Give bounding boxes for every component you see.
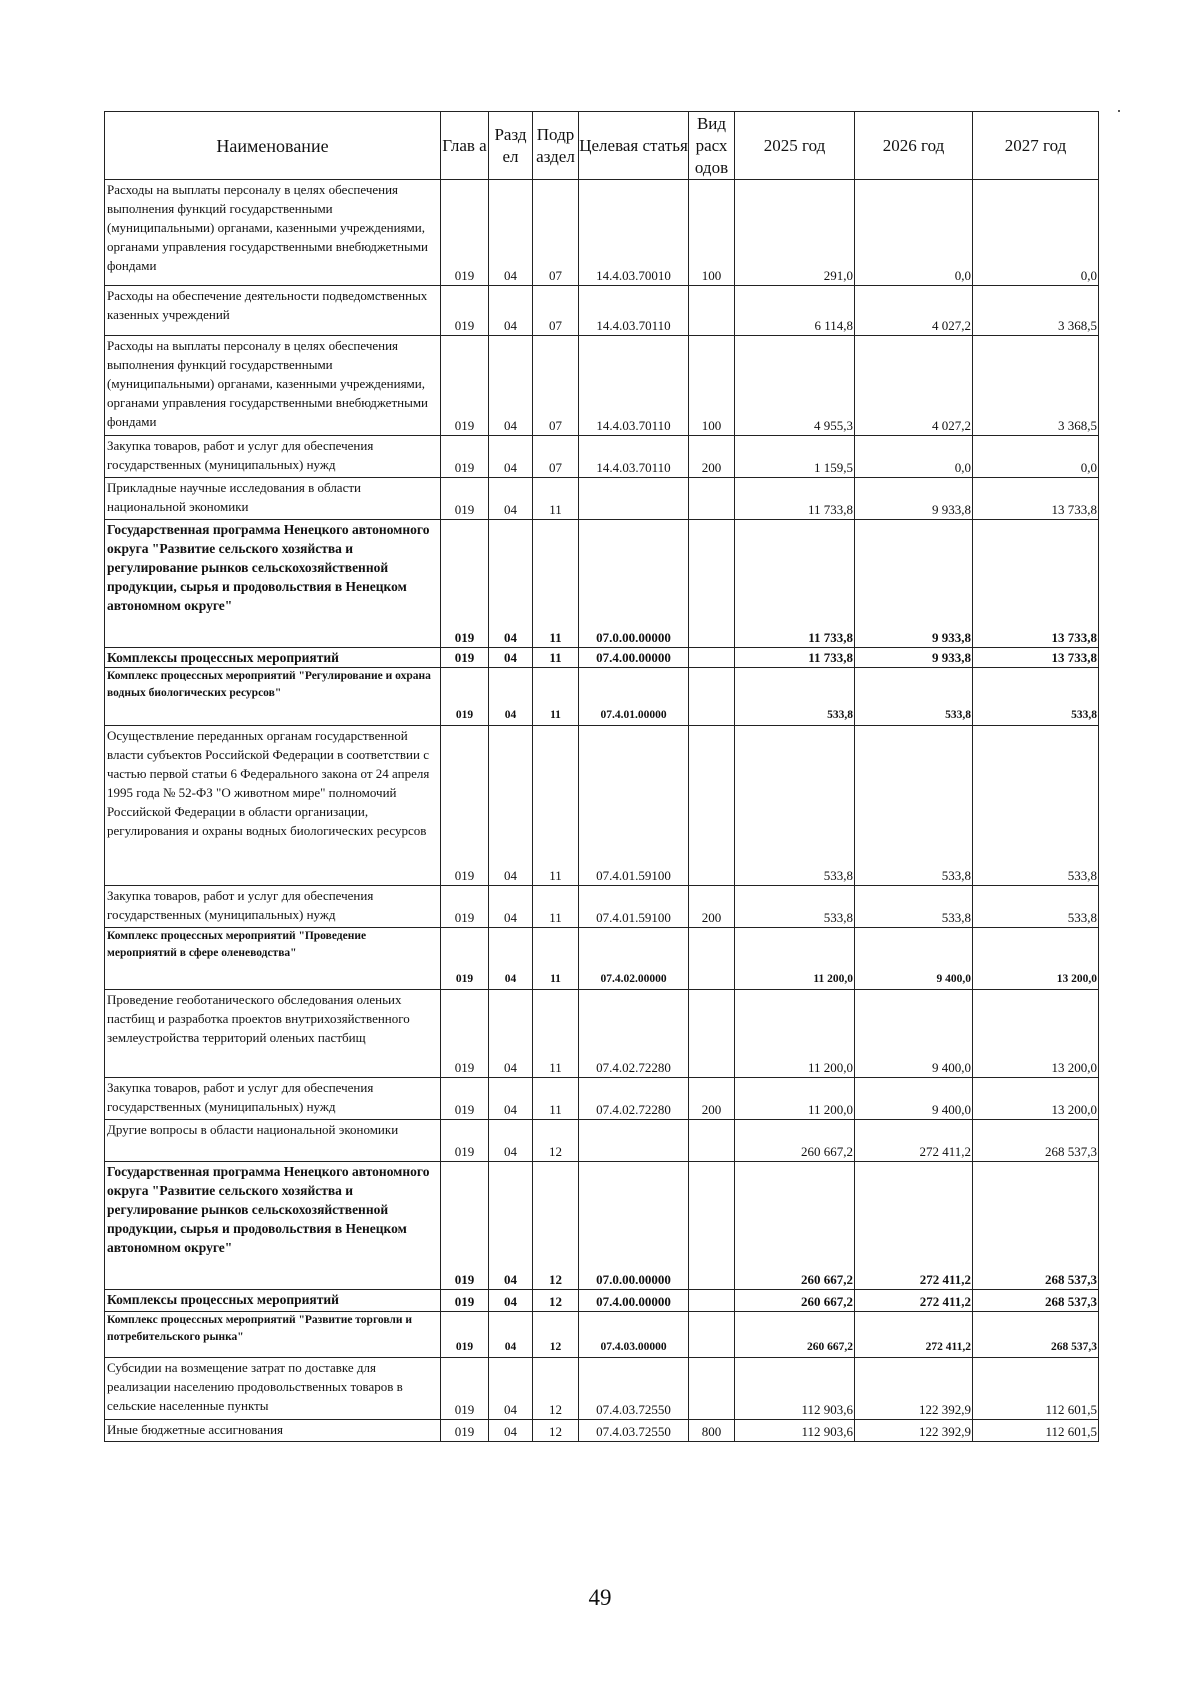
cell-name: Расходы на обеспечение деятельности подведомственных казенных учреждений <box>105 286 441 336</box>
cell-vid <box>689 990 735 1078</box>
cell-glava: 019 <box>441 726 489 886</box>
cell-celevaya <box>579 1120 689 1162</box>
cell-podrazdel: 12 <box>533 1162 579 1290</box>
cell-name: Комплексы процессных мероприятий <box>105 648 441 668</box>
cell-podrazdel: 12 <box>533 1312 579 1358</box>
cell-celevaya: 07.4.01.59100 <box>579 886 689 928</box>
cell-razdel: 04 <box>489 648 533 668</box>
cell-podrazdel: 11 <box>533 726 579 886</box>
cell-2026: 9 400,0 <box>855 990 973 1078</box>
cell-vid <box>689 1162 735 1290</box>
cell-podrazdel: 11 <box>533 668 579 726</box>
table-row <box>105 1162 1099 1290</box>
cell-2027: 3 368,5 <box>973 286 1099 336</box>
cell-name: Закупка товаров, работ и услуг для обеспечения государственных (муниципальных) нужд <box>105 886 441 928</box>
table-row <box>105 336 1099 436</box>
cell-glava: 019 <box>441 990 489 1078</box>
cell-celevaya: 14.4.03.70110 <box>579 286 689 336</box>
cell-vid <box>689 648 735 668</box>
cell-podrazdel: 12 <box>533 1290 579 1312</box>
cell-2026: 272 411,2 <box>855 1290 973 1312</box>
cell-podrazdel: 11 <box>533 1078 579 1120</box>
cell-name: Комплекс процессных мероприятий "Регулирование и охрана водных биологических ресурсов" <box>105 668 441 726</box>
cell-2027: 13 200,0 <box>973 928 1099 990</box>
cell-celevaya: 07.4.02.00000 <box>579 928 689 990</box>
header-2027: 2027 год <box>973 112 1099 180</box>
cell-glava: 019 <box>441 1312 489 1358</box>
cell-2026: 0,0 <box>855 180 973 286</box>
cell-glava: 019 <box>441 520 489 648</box>
table-row <box>105 1358 1099 1420</box>
cell-2025: 260 667,2 <box>735 1120 855 1162</box>
scan-speck <box>1118 110 1120 112</box>
cell-glava: 019 <box>441 1078 489 1120</box>
cell-2027: 13 733,8 <box>973 520 1099 648</box>
cell-glava: 019 <box>441 648 489 668</box>
cell-2026: 272 411,2 <box>855 1162 973 1290</box>
cell-2027: 268 537,3 <box>973 1162 1099 1290</box>
cell-glava: 019 <box>441 1290 489 1312</box>
cell-2025: 260 667,2 <box>735 1290 855 1312</box>
cell-vid <box>689 1358 735 1420</box>
cell-razdel: 04 <box>489 990 533 1078</box>
cell-2025: 533,8 <box>735 886 855 928</box>
cell-vid: 200 <box>689 886 735 928</box>
cell-celevaya: 07.0.00.00000 <box>579 520 689 648</box>
cell-name: Комплекс процессных мероприятий "Развитие торговли и потребительского рынка" <box>105 1312 441 1358</box>
cell-razdel: 04 <box>489 726 533 886</box>
cell-glava: 019 <box>441 1162 489 1290</box>
cell-2027: 533,8 <box>973 886 1099 928</box>
cell-glava: 019 <box>441 668 489 726</box>
header-2025: 2025 год <box>735 112 855 180</box>
cell-glava: 019 <box>441 436 489 478</box>
cell-2026: 533,8 <box>855 668 973 726</box>
header-razdel: Разд ел <box>489 112 533 180</box>
cell-2025: 260 667,2 <box>735 1162 855 1290</box>
cell-vid <box>689 1312 735 1358</box>
cell-podrazdel: 12 <box>533 1358 579 1420</box>
cell-2026: 9 400,0 <box>855 1078 973 1120</box>
cell-celevaya: 07.4.02.72280 <box>579 1078 689 1120</box>
cell-name: Комплексы процессных мероприятий <box>105 1290 441 1312</box>
cell-2027: 13 733,8 <box>973 478 1099 520</box>
cell-2026: 533,8 <box>855 726 973 886</box>
cell-name: Закупка товаров, работ и услуг для обеспечения государственных (муниципальных) нужд <box>105 1078 441 1120</box>
cell-2025: 11 733,8 <box>735 648 855 668</box>
cell-2027: 268 537,3 <box>973 1120 1099 1162</box>
cell-2027: 533,8 <box>973 726 1099 886</box>
cell-vid: 100 <box>689 336 735 436</box>
cell-vid <box>689 1120 735 1162</box>
cell-2025: 112 903,6 <box>735 1358 855 1420</box>
cell-2026: 4 027,2 <box>855 286 973 336</box>
cell-name: Государственная программа Ненецкого автономного округа "Развитие сельского хозяйства и регулирование рынков сельскохозяйственной продукции, сырья и продовольствия в Ненецком автономном округе" <box>105 1162 441 1290</box>
cell-glava: 019 <box>441 180 489 286</box>
cell-razdel: 04 <box>489 928 533 990</box>
header-podrazdel: Подр аздел <box>533 112 579 180</box>
table-row <box>105 1120 1099 1162</box>
cell-celevaya: 07.4.03.72550 <box>579 1420 689 1442</box>
cell-2026: 0,0 <box>855 436 973 478</box>
cell-vid <box>689 520 735 648</box>
table-row <box>105 1420 1099 1442</box>
table-row <box>105 648 1099 668</box>
cell-2027: 13 733,8 <box>973 648 1099 668</box>
table-row <box>105 928 1099 990</box>
cell-2027: 0,0 <box>973 436 1099 478</box>
cell-vid <box>689 726 735 886</box>
header-name: Наименование <box>105 112 441 180</box>
cell-celevaya: 07.4.01.00000 <box>579 668 689 726</box>
cell-razdel: 04 <box>489 336 533 436</box>
table-row <box>105 990 1099 1078</box>
cell-2027: 268 537,3 <box>973 1312 1099 1358</box>
cell-2025: 11 733,8 <box>735 520 855 648</box>
header-celevaya: Целевая статья <box>579 112 689 180</box>
cell-podrazdel: 12 <box>533 1420 579 1442</box>
cell-2025: 11 200,0 <box>735 990 855 1078</box>
table-row <box>105 668 1099 726</box>
cell-glava: 019 <box>441 1358 489 1420</box>
cell-2027: 112 601,5 <box>973 1358 1099 1420</box>
cell-celevaya: 14.4.03.70110 <box>579 336 689 436</box>
cell-vid <box>689 286 735 336</box>
table-row <box>105 436 1099 478</box>
cell-glava: 019 <box>441 928 489 990</box>
cell-name: Расходы на выплаты персоналу в целях обеспечения выполнения функций государственными (муниципальными) органами, казенными учреждениями, органами управления государственными внебюджетными фондами <box>105 336 441 436</box>
header-row <box>105 112 1099 180</box>
cell-razdel: 04 <box>489 1420 533 1442</box>
table-row <box>105 478 1099 520</box>
cell-razdel: 04 <box>489 1162 533 1290</box>
table-row <box>105 180 1099 286</box>
cell-2025: 11 200,0 <box>735 1078 855 1120</box>
cell-2027: 0,0 <box>973 180 1099 286</box>
table-row <box>105 1312 1099 1358</box>
cell-celevaya: 07.4.01.59100 <box>579 726 689 886</box>
cell-name: Прикладные научные исследования в области национальной экономики <box>105 478 441 520</box>
cell-glava: 019 <box>441 1120 489 1162</box>
page-number: 49 <box>588 1585 612 1610</box>
cell-vid <box>689 668 735 726</box>
cell-2026: 122 392,9 <box>855 1420 973 1442</box>
cell-2027: 13 200,0 <box>973 1078 1099 1120</box>
cell-name: Расходы на выплаты персоналу в целях обеспечения выполнения функций государственными (муниципальными) органами, казенными учреждениями, органами управления государственными внебюджетными фондами <box>105 180 441 286</box>
cell-2026: 9 933,8 <box>855 478 973 520</box>
cell-razdel: 04 <box>489 436 533 478</box>
cell-razdel: 04 <box>489 1312 533 1358</box>
cell-celevaya <box>579 478 689 520</box>
header-vid: Вид расх одов <box>689 112 735 180</box>
cell-podrazdel: 12 <box>533 1120 579 1162</box>
cell-name: Государственная программа Ненецкого автономного округа "Развитие сельского хозяйства и регулирование рынков сельскохозяйственной продукции, сырья и продовольствия в Ненецком автономном округе" <box>105 520 441 648</box>
cell-2027: 13 200,0 <box>973 990 1099 1078</box>
cell-2027: 112 601,5 <box>973 1420 1099 1442</box>
cell-podrazdel: 11 <box>533 886 579 928</box>
cell-2026: 533,8 <box>855 886 973 928</box>
table-row <box>105 1290 1099 1312</box>
cell-2027: 268 537,3 <box>973 1290 1099 1312</box>
cell-2025: 291,0 <box>735 180 855 286</box>
cell-2025: 1 159,5 <box>735 436 855 478</box>
cell-2025: 260 667,2 <box>735 1312 855 1358</box>
cell-razdel: 04 <box>489 286 533 336</box>
cell-glava: 019 <box>441 478 489 520</box>
cell-razdel: 04 <box>489 1358 533 1420</box>
cell-razdel: 04 <box>489 478 533 520</box>
cell-podrazdel: 07 <box>533 336 579 436</box>
cell-2026: 272 411,2 <box>855 1120 973 1162</box>
cell-name: Проведение геоботанического обследования оленьих пастбищ и разработка проектов внутрихозяйственного землеустройства территорий оленьих пастбищ <box>105 990 441 1078</box>
cell-2026: 272 411,2 <box>855 1312 973 1358</box>
cell-glava: 019 <box>441 886 489 928</box>
cell-glava: 019 <box>441 1420 489 1442</box>
cell-razdel: 04 <box>489 1120 533 1162</box>
table-row <box>105 520 1099 648</box>
cell-vid <box>689 478 735 520</box>
cell-vid: 200 <box>689 1078 735 1120</box>
cell-2026: 9 933,8 <box>855 648 973 668</box>
cell-glava: 019 <box>441 336 489 436</box>
cell-2025: 6 114,8 <box>735 286 855 336</box>
cell-name: Субсидии на возмещение затрат по доставке для реализации населению продовольственных товаров в сельские населенные пункты <box>105 1358 441 1420</box>
cell-celevaya: 07.4.00.00000 <box>579 648 689 668</box>
cell-vid <box>689 928 735 990</box>
cell-podrazdel: 07 <box>533 436 579 478</box>
cell-vid: 100 <box>689 180 735 286</box>
cell-name: Осуществление переданных органам государственной власти субъектов Российской Федерации в соответствии с частью первой статьи 6 Федерального закона от 24 апреля 1995 года № 52-ФЗ "О животном мире" полномочий Российской Федерации в области организации, регулирования и охраны водных биологических ресурсов <box>105 726 441 886</box>
table-row <box>105 726 1099 886</box>
cell-2027: 3 368,5 <box>973 336 1099 436</box>
cell-2025: 11 200,0 <box>735 928 855 990</box>
cell-2025: 112 903,6 <box>735 1420 855 1442</box>
cell-podrazdel: 11 <box>533 990 579 1078</box>
cell-celevaya: 07.4.02.72280 <box>579 990 689 1078</box>
cell-2027: 533,8 <box>973 668 1099 726</box>
cell-name: Комплекс процессных мероприятий "Проведение мероприятий в сфере оленеводства" <box>105 928 441 990</box>
table-row <box>105 286 1099 336</box>
cell-podrazdel: 11 <box>533 520 579 648</box>
cell-celevaya: 07.4.03.00000 <box>579 1312 689 1358</box>
cell-razdel: 04 <box>489 886 533 928</box>
cell-razdel: 04 <box>489 180 533 286</box>
cell-celevaya: 14.4.03.70010 <box>579 180 689 286</box>
cell-razdel: 04 <box>489 668 533 726</box>
cell-celevaya: 14.4.03.70110 <box>579 436 689 478</box>
budget-table <box>104 111 1099 1442</box>
header-glava: Глав а <box>441 112 489 180</box>
cell-2025: 533,8 <box>735 668 855 726</box>
cell-2026: 122 392,9 <box>855 1358 973 1420</box>
cell-name: Закупка товаров, работ и услуг для обеспечения государственных (муниципальных) нужд <box>105 436 441 478</box>
cell-podrazdel: 11 <box>533 478 579 520</box>
cell-glava: 019 <box>441 286 489 336</box>
cell-razdel: 04 <box>489 520 533 648</box>
cell-podrazdel: 07 <box>533 286 579 336</box>
cell-vid: 800 <box>689 1420 735 1442</box>
cell-celevaya: 07.0.00.00000 <box>579 1162 689 1290</box>
cell-celevaya: 07.4.00.00000 <box>579 1290 689 1312</box>
header-2026: 2026 год <box>855 112 973 180</box>
table-row <box>105 1078 1099 1120</box>
cell-2026: 4 027,2 <box>855 336 973 436</box>
cell-razdel: 04 <box>489 1078 533 1120</box>
cell-name: Другие вопросы в области национальной экономики <box>105 1120 441 1162</box>
cell-vid: 200 <box>689 436 735 478</box>
cell-podrazdel: 07 <box>533 180 579 286</box>
cell-2026: 9 933,8 <box>855 520 973 648</box>
cell-name: Иные бюджетные ассигнования <box>105 1420 441 1442</box>
table-row <box>105 886 1099 928</box>
cell-2026: 9 400,0 <box>855 928 973 990</box>
cell-2025: 11 733,8 <box>735 478 855 520</box>
cell-2025: 4 955,3 <box>735 336 855 436</box>
cell-2025: 533,8 <box>735 726 855 886</box>
cell-podrazdel: 11 <box>533 928 579 990</box>
cell-podrazdel: 11 <box>533 648 579 668</box>
cell-vid <box>689 1290 735 1312</box>
cell-celevaya: 07.4.03.72550 <box>579 1358 689 1420</box>
cell-razdel: 04 <box>489 1290 533 1312</box>
